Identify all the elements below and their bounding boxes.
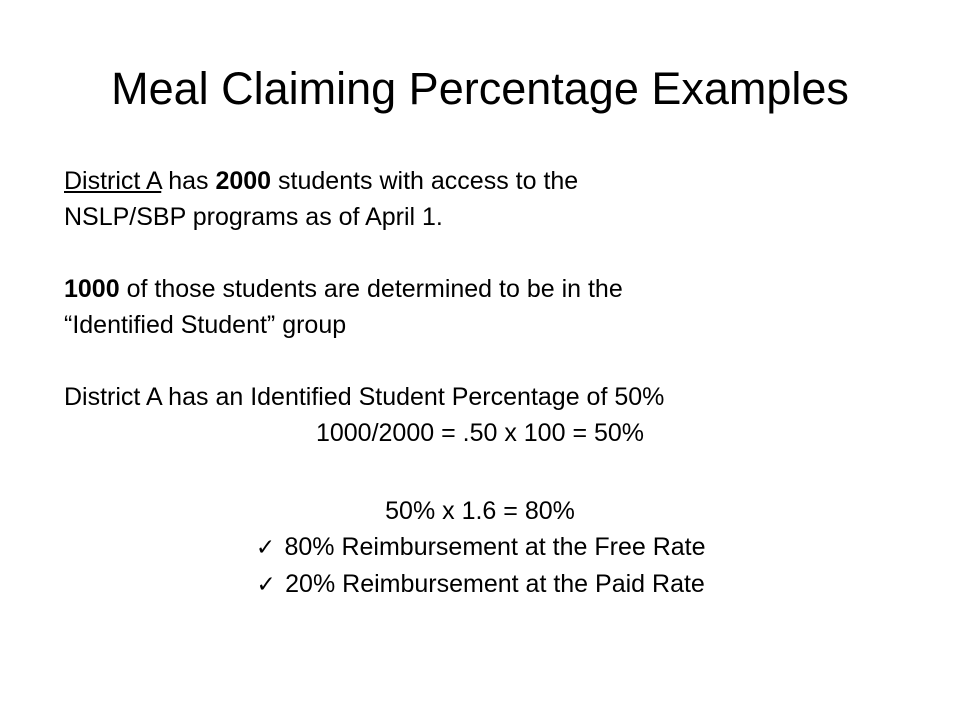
identified-students-text: of those students are determined to be in the <box>126 275 623 303</box>
checkmark-icon: ✓ <box>255 535 276 561</box>
multiplier-calculation: 50% x 1.6 = 80% <box>385 497 575 525</box>
district-label: District A <box>64 167 162 195</box>
slide-title: Meal Claiming Percentage Examples <box>111 63 849 114</box>
students-access-text: students with access to the <box>278 167 579 195</box>
percentage-calculation: 1000/2000 = .50 x 100 = 50% <box>315 419 645 447</box>
identified-percentage-line: District A has an Identified Student Percentage of 50% <box>64 383 665 411</box>
district-access-line-2: NSLP/SBP programs as of April 1. <box>64 203 443 231</box>
district-has-text: has <box>168 167 209 195</box>
identified-students-count: 1000 <box>64 275 120 303</box>
identified-students-line-1 <box>64 271 894 307</box>
free-rate-item <box>0 529 960 566</box>
spacer <box>64 451 894 493</box>
slide-body <box>64 163 894 603</box>
identified-students-line-2: “Identified Student” group <box>64 311 347 339</box>
district-access-line-1 <box>64 163 894 199</box>
checkmark-icon: ✓ <box>256 572 276 598</box>
total-students-count: 2000 <box>215 167 272 195</box>
spacer <box>64 235 894 271</box>
free-rate-text: 80% Reimbursement at the Free Rate <box>284 533 706 561</box>
paid-rate-text: 20% Reimbursement at the Paid Rate <box>285 570 705 598</box>
spacer <box>64 343 894 379</box>
paid-rate-item <box>0 566 960 603</box>
